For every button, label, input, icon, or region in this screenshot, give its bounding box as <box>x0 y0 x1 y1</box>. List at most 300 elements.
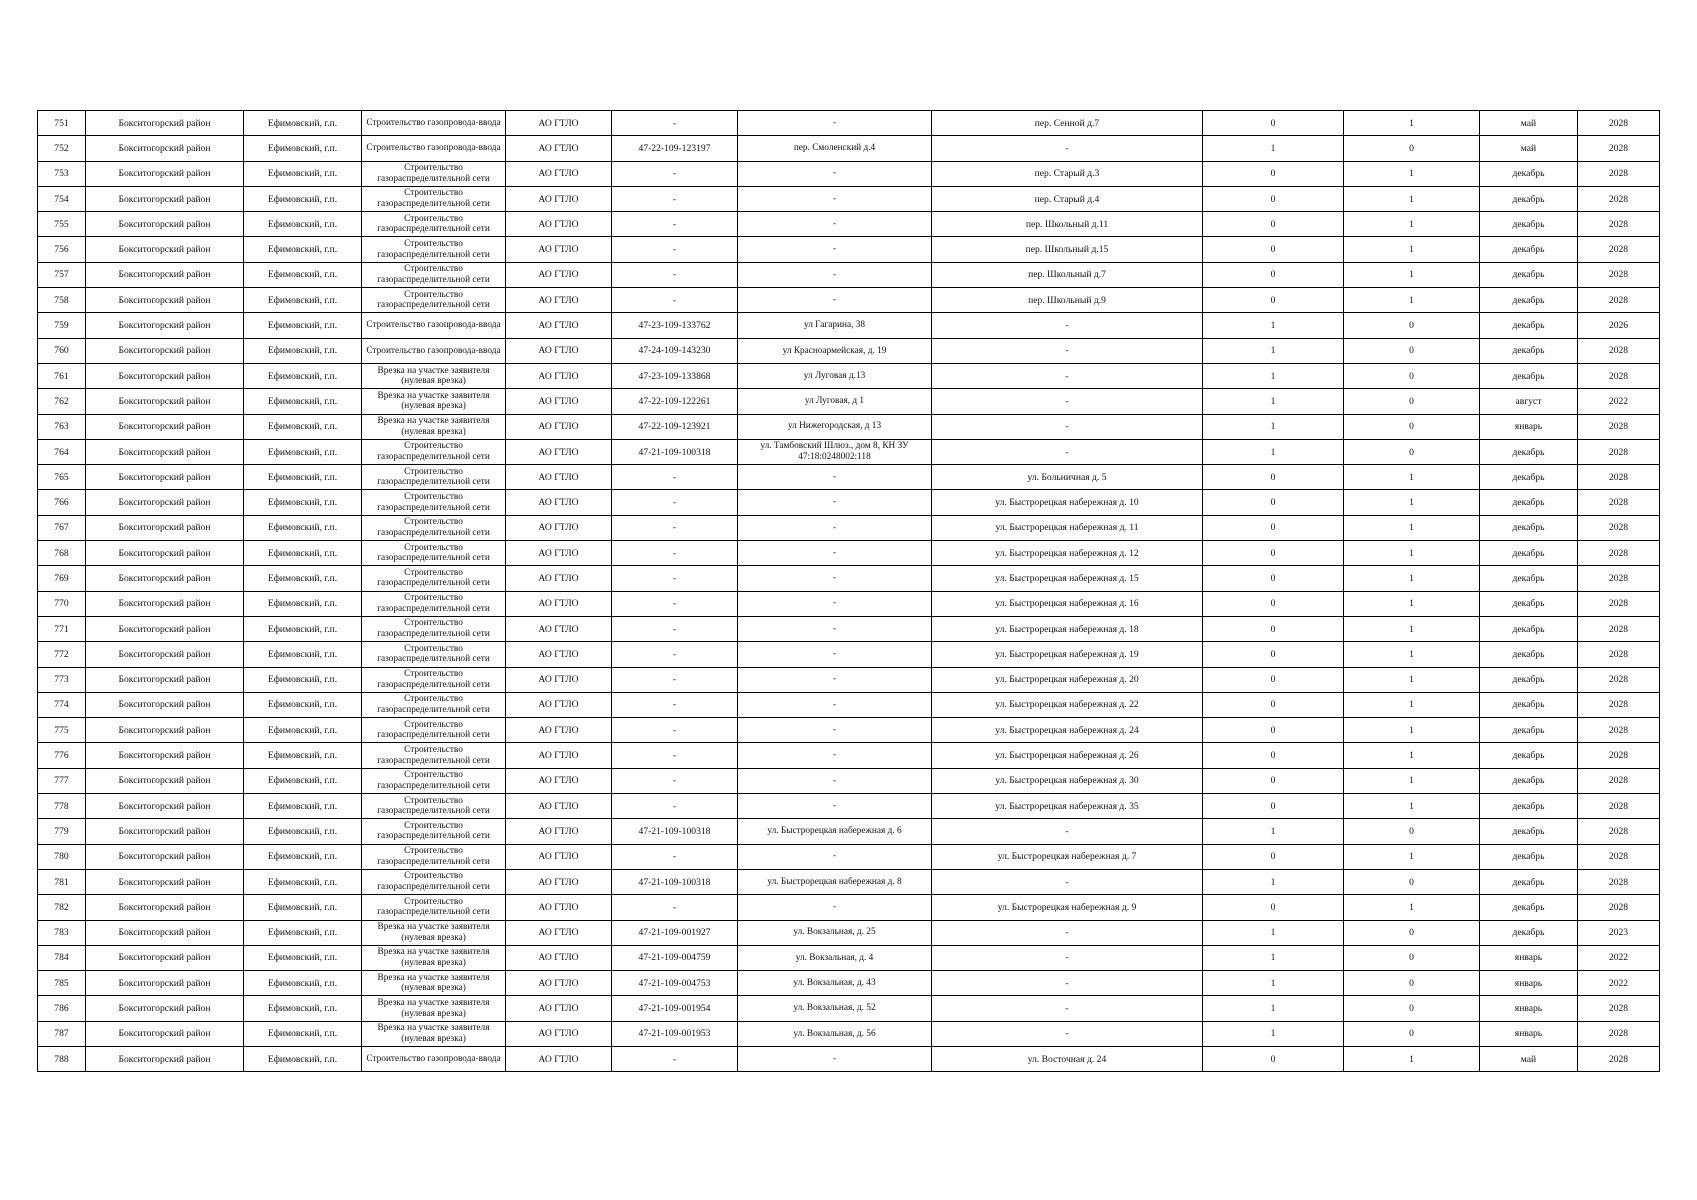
table-row <box>38 692 1660 717</box>
organization-cell: АО ГТЛО <box>506 363 612 388</box>
count-network-cell: 1 <box>1344 642 1480 667</box>
network-address-cell: - <box>932 920 1203 945</box>
district-cell: Бокситогорский район <box>86 895 244 920</box>
district-cell: Бокситогорский район <box>86 718 244 743</box>
count-network-cell: 1 <box>1344 212 1480 237</box>
month-cell: декабрь <box>1480 743 1578 768</box>
organization-cell: АО ГТЛО <box>506 237 612 262</box>
year-cell: 2028 <box>1578 161 1660 186</box>
work-type-cell: Врезка на участке заявителя (нулевая врезка) <box>362 1021 506 1046</box>
year-cell: 2028 <box>1578 869 1660 894</box>
cadastral-number-cell: - <box>612 541 738 566</box>
year-cell: 2028 <box>1578 844 1660 869</box>
table-row <box>38 895 1660 920</box>
applicant-address-cell: ул. Быстрорецкая набережная д. 8 <box>738 869 932 894</box>
settlement-cell: Ефимовский, г.п. <box>244 768 362 793</box>
applicant-address-cell: - <box>738 895 932 920</box>
year-cell: 2028 <box>1578 616 1660 641</box>
settlement-cell: Ефимовский, г.п. <box>244 465 362 490</box>
work-type-cell: Строительство газораспределительной сети <box>362 642 506 667</box>
table-row <box>38 996 1660 1021</box>
settlement-cell: Ефимовский, г.п. <box>244 161 362 186</box>
row-number-cell: 782 <box>38 895 86 920</box>
count-network-cell: 0 <box>1344 819 1480 844</box>
settlement-cell: Ефимовский, г.п. <box>244 718 362 743</box>
applicant-address-cell: ул Красноармейская, д. 19 <box>738 338 932 363</box>
cadastral-number-cell: - <box>612 718 738 743</box>
network-address-cell: ул. Быстрорецкая набережная д. 16 <box>932 591 1203 616</box>
network-address-cell: - <box>932 819 1203 844</box>
count-network-cell: 1 <box>1344 895 1480 920</box>
row-number-cell: 762 <box>38 389 86 414</box>
work-type-cell: Строительство газораспределительной сети <box>362 718 506 743</box>
work-type-cell: Строительство газораспределительной сети <box>362 616 506 641</box>
network-address-cell: ул. Больничная д. 5 <box>932 465 1203 490</box>
district-cell: Бокситогорский район <box>86 642 244 667</box>
district-cell: Бокситогорский район <box>86 313 244 338</box>
month-cell: декабрь <box>1480 439 1578 464</box>
count-network-cell: 1 <box>1344 692 1480 717</box>
year-cell: 2028 <box>1578 718 1660 743</box>
organization-cell: АО ГТЛО <box>506 338 612 363</box>
count-network-cell: 1 <box>1344 591 1480 616</box>
district-cell: Бокситогорский район <box>86 996 244 1021</box>
cadastral-number-cell: 47-21-109-001954 <box>612 996 738 1021</box>
network-address-cell: ул. Быстрорецкая набережная д. 26 <box>932 743 1203 768</box>
month-cell: декабрь <box>1480 338 1578 363</box>
count-network-cell: 1 <box>1344 186 1480 211</box>
table-row <box>38 288 1660 313</box>
organization-cell: АО ГТЛО <box>506 920 612 945</box>
work-type-cell: Строительство газораспределительной сети <box>362 541 506 566</box>
work-type-cell: Строительство газораспределительной сети <box>362 819 506 844</box>
district-cell: Бокситогорский район <box>86 591 244 616</box>
settlement-cell: Ефимовский, г.п. <box>244 262 362 287</box>
row-number-cell: 781 <box>38 869 86 894</box>
applicant-address-cell: - <box>738 642 932 667</box>
network-address-cell: - <box>932 996 1203 1021</box>
month-cell: декабрь <box>1480 566 1578 591</box>
organization-cell: АО ГТЛО <box>506 616 612 641</box>
network-address-cell: ул. Восточная д. 24 <box>932 1046 1203 1071</box>
count-network-cell: 0 <box>1344 996 1480 1021</box>
cadastral-number-cell: 47-21-109-100318 <box>612 439 738 464</box>
year-cell: 2028 <box>1578 288 1660 313</box>
cadastral-number-cell: - <box>612 465 738 490</box>
year-cell: 2022 <box>1578 971 1660 996</box>
district-cell: Бокситогорский район <box>86 414 244 439</box>
applicant-address-cell: ул. Вокзальная, д. 4 <box>738 945 932 970</box>
row-number-cell: 772 <box>38 642 86 667</box>
district-cell: Бокситогорский район <box>86 541 244 566</box>
table-row <box>38 363 1660 388</box>
cadastral-number-cell: 47-21-109-001927 <box>612 920 738 945</box>
table-row <box>38 338 1660 363</box>
count-network-cell: 1 <box>1344 161 1480 186</box>
month-cell: декабрь <box>1480 920 1578 945</box>
month-cell: декабрь <box>1480 591 1578 616</box>
organization-cell: АО ГТЛО <box>506 692 612 717</box>
month-cell: декабрь <box>1480 515 1578 540</box>
network-address-cell: ул. Быстрорецкая набережная д. 20 <box>932 667 1203 692</box>
table-row <box>38 111 1660 136</box>
district-cell: Бокситогорский район <box>86 616 244 641</box>
work-type-cell: Строительство газораспределительной сети <box>362 212 506 237</box>
table-row <box>38 439 1660 464</box>
district-cell: Бокситогорский район <box>86 288 244 313</box>
cadastral-number-cell: - <box>612 262 738 287</box>
count-network-cell: 1 <box>1344 743 1480 768</box>
organization-cell: АО ГТЛО <box>506 490 612 515</box>
applicant-address-cell: - <box>738 186 932 211</box>
table-row <box>38 844 1660 869</box>
work-type-cell: Строительство газопровода-ввода <box>362 1046 506 1071</box>
row-number-cell: 760 <box>38 338 86 363</box>
cadastral-number-cell: 47-23-109-133868 <box>612 363 738 388</box>
count-network-cell: 0 <box>1344 971 1480 996</box>
count-applications-cell: 0 <box>1203 844 1344 869</box>
row-number-cell: 758 <box>38 288 86 313</box>
year-cell: 2028 <box>1578 363 1660 388</box>
cadastral-number-cell: 47-22-109-123921 <box>612 414 738 439</box>
settlement-cell: Ефимовский, г.п. <box>244 692 362 717</box>
network-address-cell: ул. Быстрорецкая набережная д. 12 <box>932 541 1203 566</box>
district-cell: Бокситогорский район <box>86 692 244 717</box>
organization-cell: АО ГТЛО <box>506 262 612 287</box>
year-cell: 2028 <box>1578 515 1660 540</box>
month-cell: декабрь <box>1480 237 1578 262</box>
settlement-cell: Ефимовский, г.п. <box>244 212 362 237</box>
work-type-cell: Строительство газораспределительной сети <box>362 439 506 464</box>
settlement-cell: Ефимовский, г.п. <box>244 186 362 211</box>
organization-cell: АО ГТЛО <box>506 288 612 313</box>
count-applications-cell: 1 <box>1203 414 1344 439</box>
count-applications-cell: 1 <box>1203 338 1344 363</box>
table-row <box>38 819 1660 844</box>
work-type-cell: Строительство газораспределительной сети <box>362 667 506 692</box>
table-row <box>38 616 1660 641</box>
applicant-address-cell: - <box>738 212 932 237</box>
count-network-cell: 0 <box>1344 414 1480 439</box>
settlement-cell: Ефимовский, г.п. <box>244 338 362 363</box>
count-applications-cell: 1 <box>1203 136 1344 161</box>
table-body <box>38 111 1660 1072</box>
year-cell: 2028 <box>1578 186 1660 211</box>
network-address-cell: ул. Быстрорецкая набережная д. 19 <box>932 642 1203 667</box>
row-number-cell: 773 <box>38 667 86 692</box>
table-row <box>38 541 1660 566</box>
work-type-cell: Строительство газопровода-ввода <box>362 313 506 338</box>
network-address-cell: - <box>932 338 1203 363</box>
month-cell: декабрь <box>1480 465 1578 490</box>
count-network-cell: 1 <box>1344 794 1480 819</box>
row-number-cell: 769 <box>38 566 86 591</box>
count-applications-cell: 1 <box>1203 439 1344 464</box>
cadastral-number-cell: - <box>612 794 738 819</box>
row-number-cell: 767 <box>38 515 86 540</box>
applicant-address-cell: ул. Тамбовский Шлюз., дом 8, КН ЗУ 47:18:0248002:118 <box>738 439 932 464</box>
network-address-cell: ул. Быстрорецкая набережная д. 9 <box>932 895 1203 920</box>
cadastral-number-cell: 47-24-109-143230 <box>612 338 738 363</box>
network-address-cell: пер. Школьный д.15 <box>932 237 1203 262</box>
cadastral-number-cell: - <box>612 490 738 515</box>
settlement-cell: Ефимовский, г.п. <box>244 490 362 515</box>
month-cell: декабрь <box>1480 541 1578 566</box>
count-network-cell: 0 <box>1344 869 1480 894</box>
count-applications-cell: 1 <box>1203 363 1344 388</box>
cadastral-number-cell: - <box>612 237 738 262</box>
organization-cell: АО ГТЛО <box>506 869 612 894</box>
network-address-cell: ул. Быстрорецкая набережная д. 30 <box>932 768 1203 793</box>
district-cell: Бокситогорский район <box>86 768 244 793</box>
row-number-cell: 780 <box>38 844 86 869</box>
applicant-address-cell: - <box>738 262 932 287</box>
count-applications-cell: 0 <box>1203 616 1344 641</box>
month-cell: декабрь <box>1480 692 1578 717</box>
year-cell: 2026 <box>1578 313 1660 338</box>
month-cell: январь <box>1480 414 1578 439</box>
table-row <box>38 743 1660 768</box>
year-cell: 2028 <box>1578 667 1660 692</box>
row-number-cell: 788 <box>38 1046 86 1071</box>
month-cell: январь <box>1480 971 1578 996</box>
district-cell: Бокситогорский район <box>86 920 244 945</box>
cadastral-number-cell: - <box>612 743 738 768</box>
organization-cell: АО ГТЛО <box>506 743 612 768</box>
applicant-address-cell: пер. Смоленский д.4 <box>738 136 932 161</box>
table-row <box>38 945 1660 970</box>
row-number-cell: 753 <box>38 161 86 186</box>
cadastral-number-cell: - <box>612 667 738 692</box>
row-number-cell: 761 <box>38 363 86 388</box>
count-network-cell: 0 <box>1344 363 1480 388</box>
work-type-cell: Строительство газораспределительной сети <box>362 692 506 717</box>
year-cell: 2028 <box>1578 136 1660 161</box>
cadastral-number-cell: 47-21-109-100318 <box>612 819 738 844</box>
network-address-cell: - <box>932 136 1203 161</box>
work-type-cell: Строительство газопровода-ввода <box>362 136 506 161</box>
work-type-cell: Строительство газораспределительной сети <box>362 844 506 869</box>
cadastral-number-cell: - <box>612 1046 738 1071</box>
organization-cell: АО ГТЛО <box>506 895 612 920</box>
cadastral-number-cell: 47-21-109-004753 <box>612 971 738 996</box>
count-network-cell: 1 <box>1344 667 1480 692</box>
district-cell: Бокситогорский район <box>86 819 244 844</box>
organization-cell: АО ГТЛО <box>506 136 612 161</box>
row-number-cell: 776 <box>38 743 86 768</box>
applicant-address-cell: - <box>738 667 932 692</box>
table-row <box>38 768 1660 793</box>
table-row <box>38 186 1660 211</box>
table-row <box>38 414 1660 439</box>
organization-cell: АО ГТЛО <box>506 768 612 793</box>
settlement-cell: Ефимовский, г.п. <box>244 515 362 540</box>
network-address-cell: - <box>932 945 1203 970</box>
row-number-cell: 779 <box>38 819 86 844</box>
cadastral-number-cell: - <box>612 895 738 920</box>
organization-cell: АО ГТЛО <box>506 186 612 211</box>
table-row <box>38 667 1660 692</box>
settlement-cell: Ефимовский, г.п. <box>244 439 362 464</box>
district-cell: Бокситогорский район <box>86 439 244 464</box>
district-cell: Бокситогорский район <box>86 743 244 768</box>
district-cell: Бокситогорский район <box>86 136 244 161</box>
settlement-cell: Ефимовский, г.п. <box>244 591 362 616</box>
year-cell: 2028 <box>1578 490 1660 515</box>
month-cell: декабрь <box>1480 161 1578 186</box>
cadastral-number-cell: - <box>612 161 738 186</box>
district-cell: Бокситогорский район <box>86 566 244 591</box>
table-row <box>38 971 1660 996</box>
row-number-cell: 764 <box>38 439 86 464</box>
work-type-cell: Строительство газораспределительной сети <box>362 869 506 894</box>
work-type-cell: Врезка на участке заявителя (нулевая врезка) <box>362 945 506 970</box>
month-cell: декабрь <box>1480 794 1578 819</box>
year-cell: 2028 <box>1578 541 1660 566</box>
applicant-address-cell: ул. Вокзальная, д. 25 <box>738 920 932 945</box>
year-cell: 2028 <box>1578 1046 1660 1071</box>
count-network-cell: 0 <box>1344 338 1480 363</box>
count-applications-cell: 0 <box>1203 667 1344 692</box>
work-type-cell: Врезка на участке заявителя (нулевая врезка) <box>362 996 506 1021</box>
settlement-cell: Ефимовский, г.п. <box>244 136 362 161</box>
work-type-cell: Врезка на участке заявителя (нулевая врезка) <box>362 363 506 388</box>
organization-cell: АО ГТЛО <box>506 439 612 464</box>
organization-cell: АО ГТЛО <box>506 642 612 667</box>
work-type-cell: Строительство газопровода-ввода <box>362 111 506 136</box>
work-type-cell: Врезка на участке заявителя (нулевая врезка) <box>362 920 506 945</box>
count-network-cell: 1 <box>1344 288 1480 313</box>
district-cell: Бокситогорский район <box>86 389 244 414</box>
year-cell: 2028 <box>1578 439 1660 464</box>
cadastral-number-cell: - <box>612 288 738 313</box>
row-number-cell: 766 <box>38 490 86 515</box>
network-address-cell: - <box>932 363 1203 388</box>
applicant-address-cell: - <box>738 490 932 515</box>
network-address-cell: - <box>932 313 1203 338</box>
year-cell: 2028 <box>1578 465 1660 490</box>
district-cell: Бокситогорский район <box>86 1021 244 1046</box>
month-cell: декабрь <box>1480 718 1578 743</box>
month-cell: январь <box>1480 1021 1578 1046</box>
row-number-cell: 785 <box>38 971 86 996</box>
table-row <box>38 718 1660 743</box>
cadastral-number-cell: 47-23-109-133762 <box>612 313 738 338</box>
network-address-cell: ул. Быстрорецкая набережная д. 7 <box>932 844 1203 869</box>
applicant-address-cell: - <box>738 591 932 616</box>
count-applications-cell: 1 <box>1203 1021 1344 1046</box>
work-type-cell: Врезка на участке заявителя (нулевая врезка) <box>362 971 506 996</box>
district-cell: Бокситогорский район <box>86 338 244 363</box>
count-applications-cell: 1 <box>1203 313 1344 338</box>
district-cell: Бокситогорский район <box>86 111 244 136</box>
network-address-cell: ул. Быстрорецкая набережная д. 15 <box>932 566 1203 591</box>
count-applications-cell: 0 <box>1203 186 1344 211</box>
network-address-cell: пер. Школьный д.7 <box>932 262 1203 287</box>
organization-cell: АО ГТЛО <box>506 313 612 338</box>
count-applications-cell: 0 <box>1203 515 1344 540</box>
applicant-address-cell: ул Луговая д.13 <box>738 363 932 388</box>
cadastral-number-cell: - <box>612 515 738 540</box>
cadastral-number-cell: - <box>612 212 738 237</box>
year-cell: 2028 <box>1578 692 1660 717</box>
work-type-cell: Строительство газораспределительной сети <box>362 895 506 920</box>
table-row <box>38 1046 1660 1071</box>
network-address-cell: пер. Старый д.4 <box>932 186 1203 211</box>
work-type-cell: Строительство газораспределительной сети <box>362 743 506 768</box>
count-applications-cell: 0 <box>1203 541 1344 566</box>
month-cell: декабрь <box>1480 363 1578 388</box>
applicant-address-cell: - <box>738 541 932 566</box>
applicant-address-cell: ул. Быстрорецкая набережная д. 6 <box>738 819 932 844</box>
table-row <box>38 313 1660 338</box>
applicant-address-cell: - <box>738 515 932 540</box>
organization-cell: АО ГТЛО <box>506 819 612 844</box>
organization-cell: АО ГТЛО <box>506 414 612 439</box>
count-applications-cell: 0 <box>1203 161 1344 186</box>
work-type-cell: Строительство газораспределительной сети <box>362 161 506 186</box>
district-cell: Бокситогорский район <box>86 186 244 211</box>
district-cell: Бокситогорский район <box>86 262 244 287</box>
district-cell: Бокситогорский район <box>86 161 244 186</box>
organization-cell: АО ГТЛО <box>506 844 612 869</box>
count-network-cell: 0 <box>1344 313 1480 338</box>
table-row <box>38 642 1660 667</box>
settlement-cell: Ефимовский, г.п. <box>244 642 362 667</box>
organization-cell: АО ГТЛО <box>506 718 612 743</box>
network-address-cell: пер. Старый д.3 <box>932 161 1203 186</box>
network-address-cell: ул. Быстрорецкая набережная д. 18 <box>932 616 1203 641</box>
district-cell: Бокситогорский район <box>86 490 244 515</box>
work-type-cell: Врезка на участке заявителя (нулевая врезка) <box>362 414 506 439</box>
settlement-cell: Ефимовский, г.п. <box>244 869 362 894</box>
cadastral-number-cell: 47-21-109-001953 <box>612 1021 738 1046</box>
month-cell: май <box>1480 1046 1578 1071</box>
network-address-cell: ул. Быстрорецкая набережная д. 10 <box>932 490 1203 515</box>
count-network-cell: 0 <box>1344 136 1480 161</box>
district-cell: Бокситогорский район <box>86 212 244 237</box>
count-applications-cell: 0 <box>1203 743 1344 768</box>
row-number-cell: 771 <box>38 616 86 641</box>
count-applications-cell: 1 <box>1203 920 1344 945</box>
organization-cell: АО ГТЛО <box>506 465 612 490</box>
year-cell: 2028 <box>1578 212 1660 237</box>
month-cell: декабрь <box>1480 313 1578 338</box>
organization-cell: АО ГТЛО <box>506 566 612 591</box>
settlement-cell: Ефимовский, г.п. <box>244 313 362 338</box>
network-address-cell: - <box>932 439 1203 464</box>
count-network-cell: 1 <box>1344 566 1480 591</box>
count-applications-cell: 0 <box>1203 642 1344 667</box>
cadastral-number-cell: - <box>612 844 738 869</box>
count-applications-cell: 1 <box>1203 996 1344 1021</box>
month-cell: декабрь <box>1480 844 1578 869</box>
organization-cell: АО ГТЛО <box>506 161 612 186</box>
month-cell: декабрь <box>1480 288 1578 313</box>
organization-cell: АО ГТЛО <box>506 389 612 414</box>
applicant-address-cell: ул. Вокзальная, д. 56 <box>738 1021 932 1046</box>
row-number-cell: 751 <box>38 111 86 136</box>
count-applications-cell: 0 <box>1203 566 1344 591</box>
count-network-cell: 1 <box>1344 844 1480 869</box>
organization-cell: АО ГТЛО <box>506 996 612 1021</box>
count-applications-cell: 1 <box>1203 389 1344 414</box>
month-cell: май <box>1480 136 1578 161</box>
month-cell: декабрь <box>1480 490 1578 515</box>
table-row <box>38 136 1660 161</box>
count-network-cell: 1 <box>1344 515 1480 540</box>
applicant-address-cell: ул. Вокзальная, д. 52 <box>738 996 932 1021</box>
